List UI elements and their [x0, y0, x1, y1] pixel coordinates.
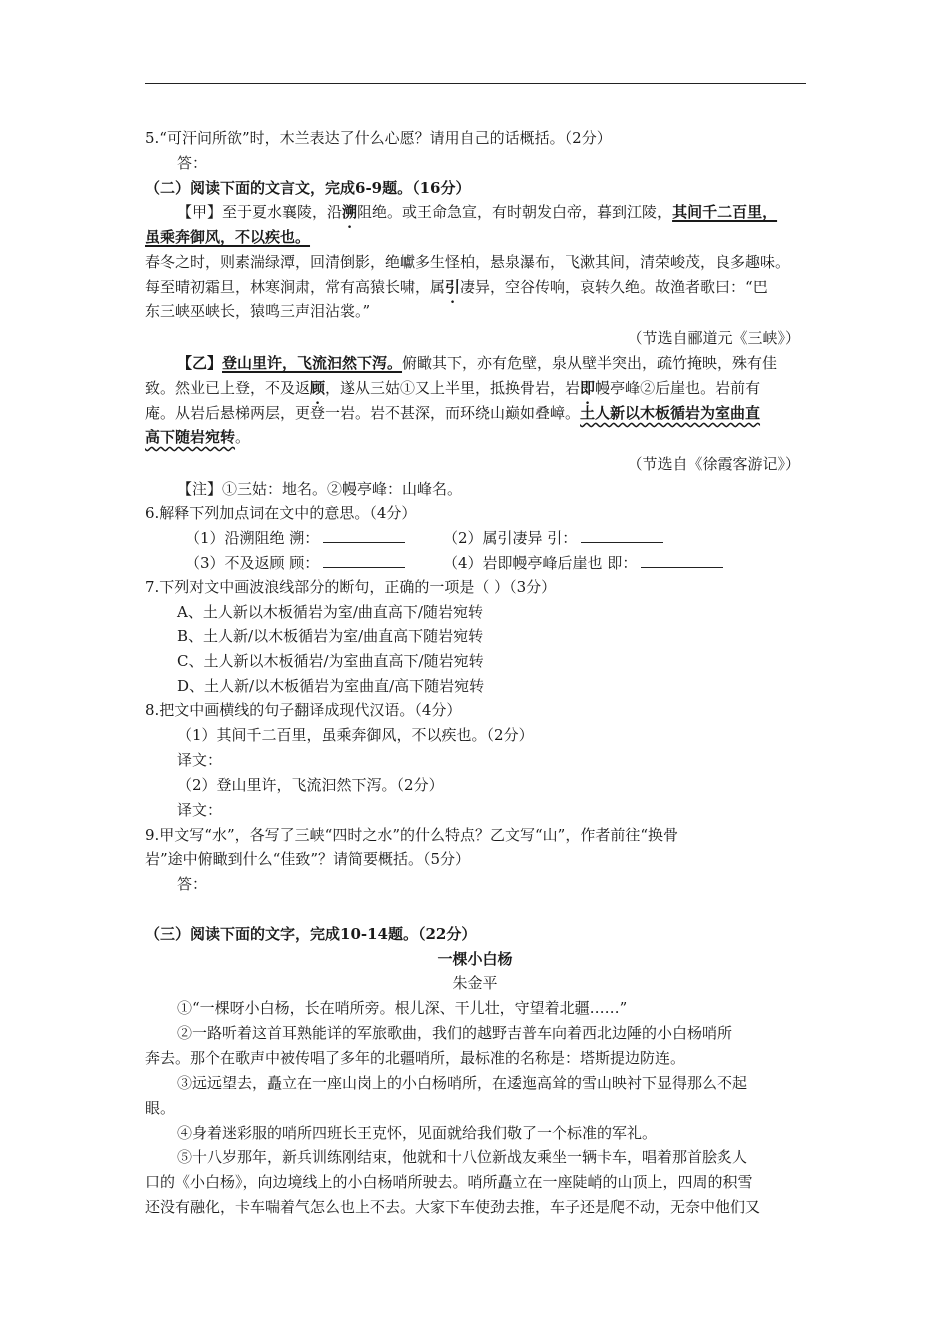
header-rule [145, 83, 806, 84]
section-2-heading: （二）阅读下面的文言文，完成6-9题。（16分） [145, 179, 471, 197]
answer-blank-3[interactable] [323, 553, 405, 568]
q9-question-line-1: 9.甲文写“水”，各写了三峡“四时之水”的什么特点？乙文写“山”，作者前往“换骨 [145, 826, 678, 844]
q9-question-line-2: 岩”途中俯瞰到什么“佳致”？请简要概括。（5分） [145, 850, 471, 868]
q7-option-a: A、土人新以木板循岩为室/曲直高下/随岩宛转 [177, 603, 483, 621]
q8-question: 8.把文中画横线的句子翻译成现代汉语。（4分） [145, 701, 462, 719]
wavy-sentence-b: 高下随岩宛转 [145, 428, 236, 446]
q9-answer-label: 答： [177, 875, 208, 893]
q7-option-c: C、土人新以木板循岩/为室曲直高下/随岩宛转 [177, 652, 484, 670]
paragraph-2-line-2: 奔去。那个在歌声中被传唱了多年的北疆哨所，最标准的名称是：塔斯提边防连。 [145, 1049, 686, 1067]
dotted-word-ji: 即 [580, 379, 596, 397]
q7-option-d: D、土人新/以木板循岩为室曲直/高下随岩宛转 [177, 677, 485, 695]
q7-question: 7.下列对文中画波浪线部分的断句，正确的一项是（ ）（3分） [145, 578, 557, 596]
section-3-heading: （三）阅读下面的文字，完成10-14题。（22分） [145, 925, 477, 943]
yi-source: （节选自《徐霞客游记》） [627, 455, 800, 473]
q6-row-2: （3）不及返顾 顾： [185, 552, 405, 574]
q6-question: 6.解释下列加点词在文中的意思。（4分） [145, 504, 417, 522]
paragraph-2-line-1: ②一路听着这首耳熟能详的军旅歌曲，我们的越野吉普车向着西北边陲的小白杨哨所 [177, 1024, 733, 1042]
answer-blank-4[interactable] [641, 553, 723, 568]
paragraph-5-line-1: ⑤十八岁那年，新兵训练刚结束，他就和十八位新战友乘坐一辆卡车，唱着那首脍炙人 [177, 1148, 748, 1166]
paragraph-1: ①“一棵呀小白杨，长在哨所旁。根儿深、干儿壮，守望着北疆……” [177, 999, 628, 1017]
yi-note: 【注】①三姑：地名。②幔亭峰：山峰名。 [177, 480, 463, 498]
jia-line-5: 东三峡巫峡长，猿鸣三声泪沾裳。” [145, 302, 371, 320]
jia-line-2 [145, 226, 310, 248]
article-author: 朱金平 [452, 974, 498, 992]
underlined-sentence-1a: 其间千二百里， [672, 203, 778, 221]
yi-line-1: 【乙】登山里许，飞流汩然下泻。俯瞰其下，亦有危壁，泉从壁半突出，疏竹掩映，殊有佳 [177, 354, 778, 372]
paragraph-4: ④身着迷彩服的哨所四班长王克怀，见面就给我们敬了一个标准的军礼。 [177, 1124, 658, 1142]
answer-blank-1[interactable] [323, 528, 405, 543]
q7-option-b: B、土人新/以木板循岩为室/曲直高下随岩宛转 [177, 627, 484, 645]
jia-line-1: 【甲】至于夏水襄陵，沿溯阻绝。或王命急宣，有时朝发白帝，暮到江陵，其间千二百里， [177, 203, 778, 221]
q5-question: 5.“可汗问所欲”时，木兰表达了什么心愿？请用自己的话概括。（2分） [145, 129, 612, 147]
q5-answer-label: 答： [177, 154, 208, 172]
yi-line-2: 致。然业已上登，不及返顾，遂从三姑①又上半里，抵换骨岩，岩即幔亭峰②后崖也。岩前有 [145, 379, 761, 397]
q6-row-2-right: （4）岩即幔亭峰后崖也 即： [443, 552, 723, 574]
yi-line-4: 高下随岩宛转。 [145, 428, 251, 446]
answer-blank-2[interactable] [581, 528, 663, 543]
dotted-word-gu: 顾 [310, 379, 326, 397]
yi-line-3: 庵。从岩后悬梯两层，更登一岩。岩不甚深，而环绕山巅如叠嶂。土人新以木板循岩为室曲直 [145, 404, 761, 422]
paragraph-5-line-2: 口的《小白杨》，向边境线上的小白杨哨所驶去。哨所矗立在一座陡峭的山顶上，四周的积雪 [145, 1173, 753, 1191]
paragraph-3-line-2: 眼。 [145, 1099, 176, 1117]
dotted-word-su: 溯 [342, 203, 358, 221]
jia-tag: 【甲】 [177, 203, 223, 221]
yi-tag: 【乙】 [177, 354, 223, 372]
jia-line-4: 每至晴初霜旦，林寒涧肃，常有高猿长啸，属引凄异，空谷传响，哀转久绝。故渔者歌曰：“巴 [145, 278, 768, 296]
q6-row-1: （1）沿溯阻绝 溯： [185, 527, 405, 549]
q8-translation-label-1: 译文： [177, 751, 223, 769]
underlined-sentence-1b: 虽乘奔御风，不以疾也。 [145, 228, 311, 246]
dotted-word-yin: 引 [445, 278, 461, 296]
article-title: 一棵小白杨 [437, 950, 513, 968]
q8-sentence-1: （1）其间千二百里，虽乘奔御风，不以疾也。（2分） [177, 726, 534, 744]
q8-translation-label-2: 译文： [177, 801, 223, 819]
jia-source: （节选自郦道元《三峡》） [627, 329, 800, 347]
q6-row-1-right: （2）属引凄异 引： [443, 527, 663, 549]
underlined-sentence-2: 登山里许，飞流汩然下泻。 [222, 354, 403, 372]
paragraph-3-line-1: ③远远望去，矗立在一座山岗上的小白杨哨所，在逶迤高耸的雪山映衬下显得那么不起 [177, 1074, 748, 1092]
q8-sentence-2: （2）登山里许，飞流汩然下泻。（2分） [177, 776, 444, 794]
jia-line-3: 春冬之时，则素湍绿潭，回清倒影，绝巘多生怪柏，悬泉瀑布，飞漱其间，清荣峻茂，良多趣味。 [145, 253, 791, 271]
wavy-sentence-a: 土人新以木板循岩为室曲直 [580, 404, 761, 422]
paragraph-5-line-3: 还没有融化，卡车喘着气怎么也上不去。大家下车使劲去推，车子还是爬不动，无奈中他们又 [145, 1198, 761, 1216]
